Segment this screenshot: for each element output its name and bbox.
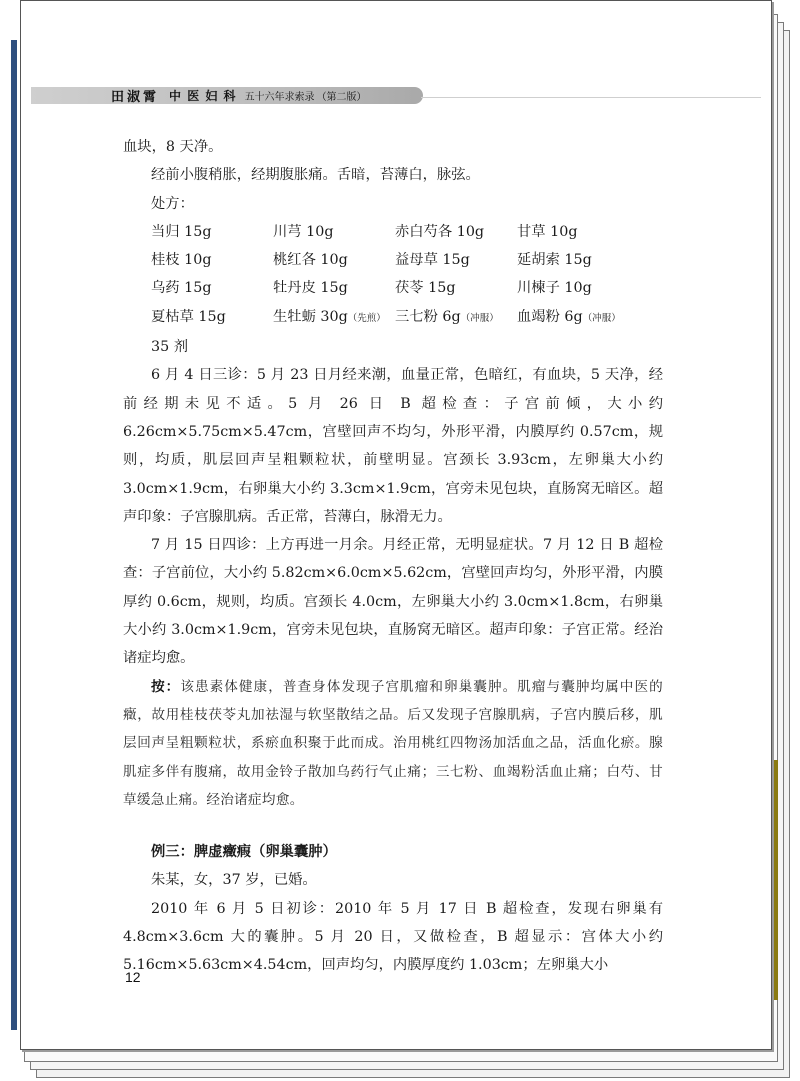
herb-dose: 生牡蛎 30g	[273, 308, 348, 325]
page-stack-edge-blue	[11, 40, 17, 1030]
prescription-item	[273, 246, 395, 274]
herb-dose: 桂枝 10g	[151, 252, 212, 269]
header-author: 田淑霄	[111, 90, 160, 105]
herb-dose: 赤白芍各 10g	[395, 223, 485, 240]
dose-line: 35 剂	[151, 339, 189, 356]
herb-dose: 甘草 10g	[517, 223, 578, 240]
prescription-item	[395, 303, 517, 333]
prescription-item	[517, 303, 637, 333]
prescription-item	[395, 218, 517, 246]
herb-note: （先煎）	[347, 312, 386, 324]
header-rule	[421, 97, 761, 98]
prescription-item	[151, 303, 273, 333]
herb-dose: 延胡索 15g	[517, 252, 592, 269]
running-header	[31, 87, 423, 104]
commentary-label: 按：	[151, 678, 181, 695]
herb-dose: 夏枯草 15g	[151, 308, 226, 325]
herb-dose: 益母草 15g	[395, 252, 470, 269]
prescription-item	[273, 274, 395, 302]
header-title: 中 医 妇 科	[169, 89, 237, 103]
herb-dose: 当归 15g	[151, 223, 212, 240]
herb-dose: 川芎 10g	[273, 223, 334, 240]
herb-dose: 川楝子 10g	[517, 280, 592, 297]
prescription-item	[395, 274, 517, 302]
herb-dose: 三七粉 6g	[395, 308, 461, 325]
commentary-text: 该患素体健康，普查身体发现子宫肌瘤和卵巢囊肿。肌瘤与囊肿均属中医的癥，故用桂枝茯苓丸加祛湿与软坚散结之品。后又发现子宫腺肌病，子宫内膜后移，肌层回声呈粗颗粒状，系瘀血积聚于此而成。治用桃红四物汤加活血之品，活血化瘀。腺肌症多伴有腹痛，故用金铃子散加乌药行气止痛；三七粉、血竭粉活血止痛；白芍、甘草缓急止痛。经治诸症均愈。	[123, 678, 663, 808]
visit-1-paragraph: 2010 年 6 月 5 日初诊：2010 年 5 月 17 日 B 超检查，发现右卵巢有 4.8cm×3.6cm 大的囊肿。5 月 20 日，又做检查，B 超显示：宫体大小约 5.16cm×5.63cm×4.54cm，回声均匀，内膜厚度约 1.03cm；左卵巢大小	[123, 900, 663, 974]
prescription-item	[151, 274, 273, 302]
header-subtitle: 五十六年求索录	[244, 92, 315, 103]
visit-3-paragraph: 6 月 4 日三诊：5 月 23 日月经来潮，血量正常，色暗红，有血块，5 天净，经前经期未见不适。5 月 26 日 B 超检查：子宫前倾，大小约 6.26cm×5.75cm×5.47cm，宫壁回声不均匀，外形平滑，内膜厚约 0.57cm，规则，均质，肌层回声呈粗颗粒状，前壁明显。宫颈长 3.93cm，左卵巢大小约 3.0cm×1.9cm，右卵巢大小约 3.3cm×1.9cm，宫旁未见包块，直肠窝无暗区。超声印象：子宫腺肌病。舌正常，苔薄白，脉滑无力。	[123, 367, 663, 525]
prescription-item	[395, 246, 517, 274]
prescription-item	[273, 218, 395, 246]
prescription-item	[517, 218, 637, 246]
case-heading: 例三：脾虚癥瘕（卵巢囊肿）	[151, 844, 337, 861]
paragraph: 血块，8 天净。	[123, 139, 223, 155]
herb-dose: 乌药 15g	[151, 280, 212, 297]
prescription-item	[517, 246, 637, 274]
patient-info: 朱某，女，37 岁，已婚。	[151, 872, 317, 889]
paragraph: 经前小腹稍胀，经期腹胀痛。舌暗，苔薄白，脉弦。	[151, 167, 480, 184]
header-edition: （第二版）	[316, 92, 367, 103]
book-page	[20, 0, 772, 1050]
herb-note: （冲服）	[582, 312, 621, 324]
herb-dose: 茯苓 15g	[395, 280, 456, 297]
prescription-label: 处方：	[151, 195, 194, 212]
page-number: 12	[125, 969, 141, 985]
prescription-grid	[151, 218, 663, 333]
commentary-paragraph	[123, 673, 663, 814]
prescription-item	[151, 218, 273, 246]
herb-dose: 牡丹皮 15g	[273, 280, 348, 297]
herb-dose: 桃红各 10g	[273, 252, 348, 269]
herb-dose: 血竭粉 6g	[517, 308, 583, 325]
page-body	[123, 133, 663, 980]
prescription-item	[273, 303, 395, 333]
visit-4-paragraph: 7 月 15 日四诊：上方再进一月余。月经正常，无明显症状。7 月 12 日 B 超检查：子宫前位，大小约 5.82cm×6.0cm×5.62cm，宫壁回声均匀，外形平滑，内膜厚约 0.6cm，规则，均质。宫颈长 4.0cm，左卵巢大小约 3.0cm×1.8cm，右卵巢大小约 3.0cm×1.9cm，宫旁未见包块，直肠窝无暗区。超声印象：子宫正常。经治诸症均愈。	[123, 537, 663, 667]
herb-note: （冲服）	[460, 312, 499, 324]
prescription-item	[151, 246, 273, 274]
prescription-item	[517, 274, 637, 302]
